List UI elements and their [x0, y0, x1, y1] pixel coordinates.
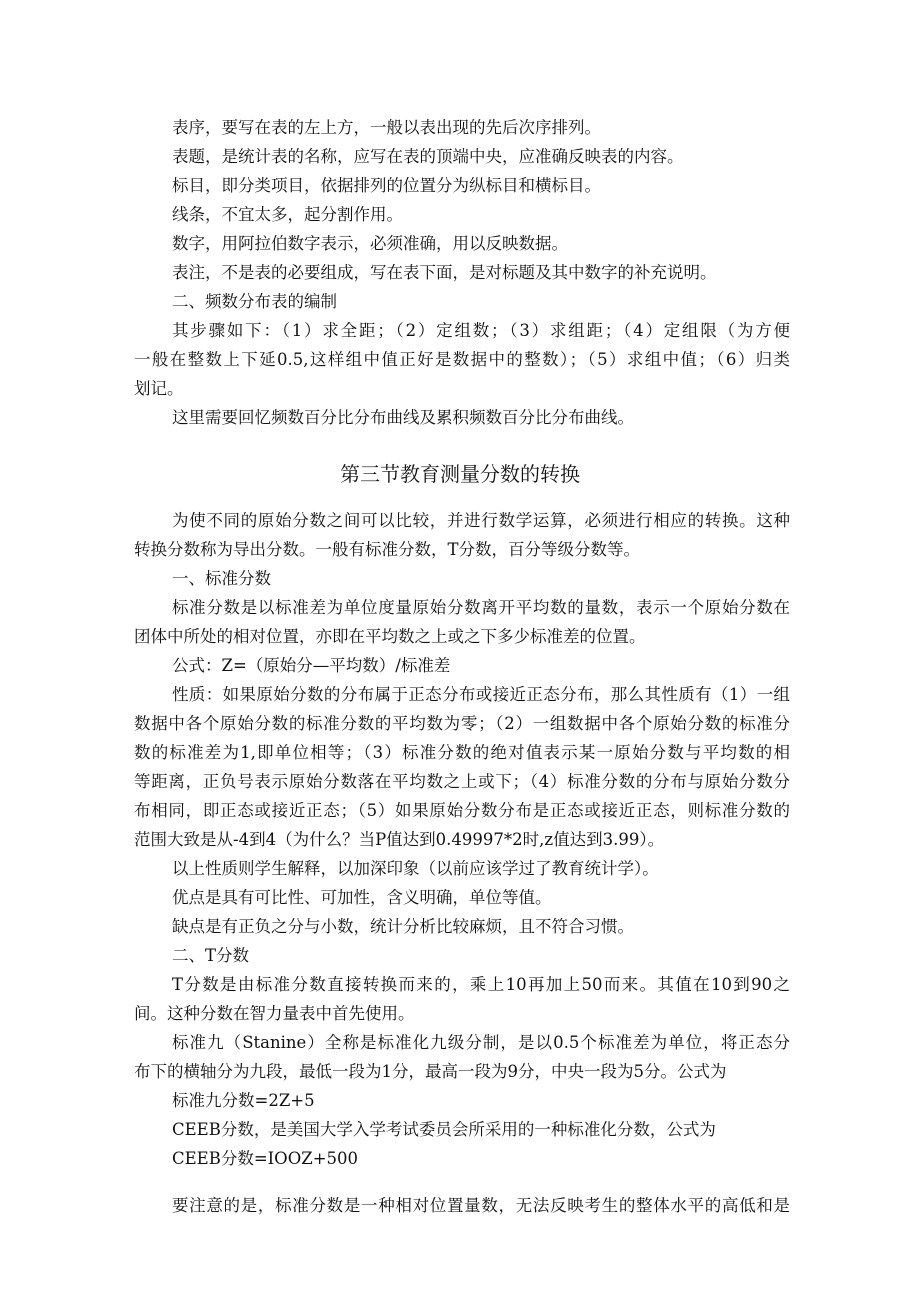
- paragraph-table-heading: 标目，即分类项目，依据排列的位置分为纵标目和横标目。: [172, 176, 601, 195]
- intro-line-2: 转换分数称为导出分数。一般有标准分数，T分数，百分等级分数等。: [134, 540, 641, 559]
- paragraph-steps-line-2: 一般在整数上下延0.5,这样组中值正好是数据中的整数）；（5）求组中值；（6）归类: [134, 350, 790, 369]
- heading-standard-score: 一、标准分数: [172, 569, 271, 588]
- paragraph-steps-line-3: 划记。: [134, 379, 184, 398]
- properties-line-6: 范围大致是从-4到4（为什么？当P值达到0.49997*2时,z值达到3.99）。: [134, 830, 665, 849]
- heading-t-score: 二、T分数: [172, 946, 250, 965]
- paragraph-recall: 这里需要回忆频数百分比分布曲线及累积频数百分比分布曲线。: [172, 408, 634, 427]
- properties-line-4: 等距离，正负号表示原始分数落在平均数之上或下；（4）标准分数的分布与原始分数分: [134, 772, 790, 791]
- paragraph-steps-line-1: 其步骤如下：（1）求全距；（2）定组数；（3）求组距；（4）定组限（为方便: [172, 321, 790, 340]
- section-title: 第三节教育测量分数的转换: [340, 462, 580, 486]
- intro-line-1: 为使不同的原始分数之间可以比较，并进行数学运算，必须进行相应的转换。这种: [172, 511, 790, 530]
- properties-line-5: 布相同，即正态或接近正态；（5）如果原始分数分布是正态或接近正态，则标准分数的: [134, 801, 790, 820]
- properties-line-2: 数据中各个原始分数的标准分数的平均数为零；（2）一组数据中各个原始分数的标准分: [134, 714, 790, 733]
- standard-def-line-2: 团体中所处的相对位置，亦即在平均数之上或之下多少标准差的位置。: [134, 627, 646, 646]
- paragraph-table-order: 表序，要写在表的左上方，一般以表出现的先后次序排列。: [172, 118, 601, 137]
- formula-z: 公式：Z=（原始分—平均数）/标准差: [172, 656, 451, 675]
- paragraph-explain: 以上性质则学生解释，以加深印象（以前应该学过了教育统计学）。: [172, 859, 659, 878]
- t-def-line-2: 间。这种分数在智力量表中首先使用。: [134, 1004, 415, 1023]
- properties-line-3: 数的标准差为1,即单位相等；（3）标准分数的绝对值表示某一原始分数与平均数的相: [134, 743, 790, 762]
- paragraph-note: 要注意的是，标准分数是一种相对位置量数，无法反映考生的整体水平的高低和是: [172, 1196, 790, 1215]
- heading-frequency-table: 二、频数分布表的编制: [172, 292, 337, 311]
- ceeb-formula: CEEB分数=IOOZ+500: [172, 1149, 359, 1168]
- paragraph-table-title: 表题，是统计表的名称，应写在表的顶端中央，应准确反映表的内容。: [172, 147, 684, 166]
- standard-def-line-1: 标准分数是以标准差为单位度量原始分数离开平均数的量数，表示一个原始分数在: [172, 598, 790, 617]
- paragraph-table-numbers: 数字，用阿拉伯数字表示，必须准确，用以反映数据。: [172, 234, 568, 253]
- properties-line-1: 性质：如果原始分数的分布属于正态分布或接近正态分布，那么其性质有（1）一组: [172, 685, 790, 704]
- paragraph-disadvantage: 缺点是有正负之分与小数，统计分析比较麻烦，且不符合习惯。: [172, 917, 634, 936]
- paragraph-advantage: 优点是具有可比性、可加性，含义明确，单位等值。: [172, 888, 552, 907]
- paragraph-table-lines: 线条，不宜太多，起分割作用。: [172, 205, 403, 224]
- t-def-line-1: T分数是由标准分数直接转换而来的，乘上10再加上50而来。其值在10到90之: [172, 975, 790, 994]
- stanine-line-2: 布下的横轴分为九段，最低一段为1分，最高一段为9分，中央一段为5分。公式为: [134, 1062, 727, 1081]
- paragraph-table-notes: 表注，不是表的必要组成，写在表下面，是对标题及其中数字的补充说明。: [172, 263, 717, 282]
- stanine-line-1: 标准九（Stanine）全称是标准化九级分制，是以0.5个标准差为单位，将正态分: [172, 1033, 790, 1052]
- stanine-formula: 标准九分数=2Z+5: [172, 1091, 315, 1110]
- ceeb-definition: CEEB分数，是美国大学入学考试委员会所采用的一种标准化分数，公式为: [172, 1120, 716, 1139]
